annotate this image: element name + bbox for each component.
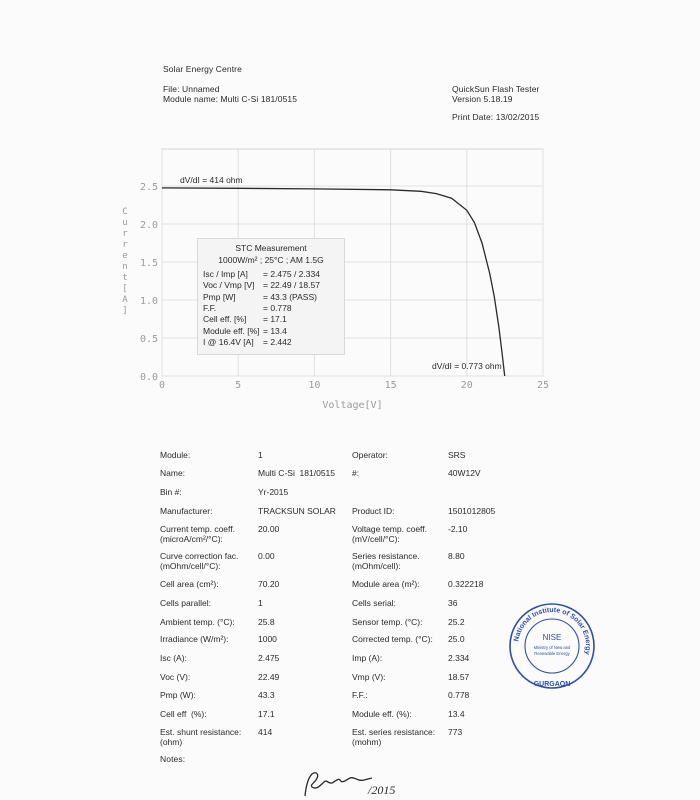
stc-row-value: = 22.49 / 18.57 <box>263 280 320 291</box>
stc-row-value: = 2.442 <box>263 336 292 347</box>
detail-label: Pmp (W): <box>160 690 196 700</box>
detail-label: Cell area (cm²): <box>160 579 219 589</box>
detail-value: TRACKSUN SOLAR <box>258 506 336 516</box>
x-tick-label: 10 <box>308 380 321 391</box>
y-axis-label-char: C <box>122 207 128 217</box>
detail-value: 0.00 <box>258 551 275 561</box>
detail-label: Current temp. coeff. (microA/cm²/°C): <box>160 524 235 544</box>
y-tick-label: 0.0 <box>139 372 158 383</box>
seal-center-sub2: Renewable Energy <box>534 651 570 656</box>
detail-label: Curve correction fac. (mOhm/cell/°C): <box>160 551 239 571</box>
detail-label: Sensor temp. (°C): <box>352 617 423 627</box>
annotation-bottom: dV/dI = 0.773 ohm <box>432 361 502 371</box>
y-axis-label-char: e <box>122 251 128 261</box>
detail-value: 0.322218 <box>448 579 484 589</box>
x-tick-label: 15 <box>384 380 397 391</box>
y-axis-label-char: u <box>122 218 128 228</box>
seal-ring-text: National Institute of Solar Energy <box>513 606 592 656</box>
nise-seal-stamp <box>508 602 596 690</box>
stc-row-label: Cell eff. [%] <box>203 314 247 325</box>
detail-label: Module area (m²): <box>352 579 420 589</box>
detail-label: Voc (V): <box>160 672 191 682</box>
seal-bottom-text: GURGAON <box>533 681 571 688</box>
y-axis-label-char: ] <box>122 306 128 316</box>
detail-value: 25.2 <box>448 617 465 627</box>
detail-label: Series resistance. (mOhm/cell): <box>352 551 420 571</box>
print-date: Print Date: 13/02/2015 <box>452 112 540 122</box>
y-axis-label-char: r <box>122 240 128 250</box>
detail-value: 0.778 <box>448 690 470 700</box>
stc-row-label: Isc / Imp [A] <box>203 269 248 279</box>
detail-label: F.F.: <box>352 690 368 700</box>
y-axis-label-char: n <box>122 262 128 272</box>
detail-value: 773 <box>448 727 463 737</box>
detail-value: 36 <box>448 598 458 608</box>
stc-row-label: Pmp [W] <box>203 291 236 302</box>
detail-value: Yr-2015 <box>258 487 289 497</box>
stc-row-value: = 17.1 <box>263 314 287 325</box>
detail-value: SRS <box>448 450 466 460</box>
stc-row-label: Voc / Vmp [V] <box>203 280 255 291</box>
x-tick-label: 5 <box>235 380 242 391</box>
detail-label: Module eff. (%): <box>352 709 412 719</box>
detail-label: Cells serial: <box>352 598 396 608</box>
seal-center-title: NISE <box>542 633 562 642</box>
detail-label: Est. series resistance: (mohm) <box>352 727 436 747</box>
y-tick-label: 2.0 <box>139 220 158 231</box>
seal-center-sub1: Ministry of New and <box>533 645 571 650</box>
detail-label: Voltage temp. coeff. (mV/cell/°C): <box>352 524 427 544</box>
y-axis-label-char: t <box>122 273 128 283</box>
detail-value: 18.57 <box>448 672 470 682</box>
y-tick-label: 0.5 <box>139 334 158 345</box>
stc-row-value: = 0.778 <box>263 302 292 313</box>
detail-value: 40W12V <box>448 468 481 478</box>
y-axis-label-char: r <box>122 229 128 239</box>
notes-label: Notes: <box>160 754 186 764</box>
stc-row-value: = 43.3 (PASS) <box>263 291 317 302</box>
x-tick-label: 20 <box>460 380 473 391</box>
x-tick-label: 0 <box>158 380 166 391</box>
stc-row-value: = 13.4 <box>263 325 287 336</box>
detail-label: Product ID: <box>352 506 395 516</box>
module-name-label: Module name: Multi C-Si 181/0515 <box>163 94 298 104</box>
detail-value: 25.8 <box>258 617 275 627</box>
detail-value: 1 <box>258 450 263 460</box>
detail-label: Operator: <box>352 450 388 460</box>
detail-value: 70.20 <box>258 579 280 589</box>
signature-date: /2015 <box>368 783 396 797</box>
detail-label: Imp (A): <box>352 653 383 663</box>
x-tick-label: 25 <box>536 380 550 391</box>
detail-value: 1000 <box>258 634 277 644</box>
y-axis-label-char: [ <box>122 284 128 294</box>
detail-label: Vmp (V): <box>352 672 386 682</box>
detail-label: Bin #: <box>160 487 182 497</box>
detail-label: Cells parallel: <box>160 598 212 608</box>
tester-name: QuickSun Flash Tester <box>452 84 540 94</box>
detail-value: 2.334 <box>448 653 470 663</box>
detail-value: 17.1 <box>258 709 275 719</box>
stc-measurement-box <box>197 238 345 355</box>
y-tick-label: 1.5 <box>139 258 158 269</box>
x-axis-label: Voltage[V] <box>322 400 383 411</box>
detail-label: Ambient temp. (°C): <box>160 617 235 627</box>
y-axis-label-char: A <box>122 295 128 305</box>
annotation-top: dV/dI = 414 ohm <box>180 174 243 185</box>
detail-value: 25.0 <box>448 634 465 644</box>
stc-row-label: Module eff. [%] <box>203 325 260 336</box>
file-label: File: Unnamed <box>163 84 220 94</box>
tester-version: Version 5.18.19 <box>452 94 513 104</box>
y-axis-label <box>119 207 131 317</box>
y-tick-label: 1.0 <box>139 296 158 307</box>
y-tick-label: 2.5 <box>139 182 158 193</box>
detail-value: 2.475 <box>258 653 280 663</box>
stc-title: STC Measurement <box>235 243 307 253</box>
detail-value: 13.4 <box>448 709 465 719</box>
org-name: Solar Energy Centre <box>163 64 242 74</box>
detail-value: 414 <box>258 727 273 737</box>
detail-value: 43.3 <box>258 690 275 700</box>
detail-label: Manufacturer: <box>160 506 213 516</box>
stc-row-label: F.F. <box>203 302 217 313</box>
detail-label: Name: <box>160 468 186 478</box>
detail-label: Cell eff (%): <box>160 709 207 719</box>
detail-label: Isc (A): <box>160 653 187 663</box>
stc-conditions: 1000W/m² ; 25°C ; AM 1.5G <box>218 255 324 265</box>
detail-label: Est. shunt resistance: (ohm) <box>160 727 242 747</box>
detail-value: 1 <box>258 598 263 608</box>
detail-label: Irradiance (W/m²): <box>160 634 229 644</box>
stc-row-label: I @ 16.4V [A] <box>203 336 254 347</box>
handwritten-signature <box>300 768 430 800</box>
detail-value: 20.00 <box>258 524 280 534</box>
detail-value: 8.80 <box>448 551 465 561</box>
detail-value: Multi C-Si 181/0515 <box>258 468 336 478</box>
detail-label: Corrected temp. (°C): <box>352 634 433 644</box>
detail-label: #: <box>352 468 360 478</box>
detail-value: -2.10 <box>448 524 468 534</box>
detail-value: 22.49 <box>258 672 280 682</box>
stc-row-value: = 2.475 / 2.334 <box>263 269 320 279</box>
detail-value: 1501012805 <box>448 506 496 516</box>
detail-label: Module: <box>160 450 191 460</box>
